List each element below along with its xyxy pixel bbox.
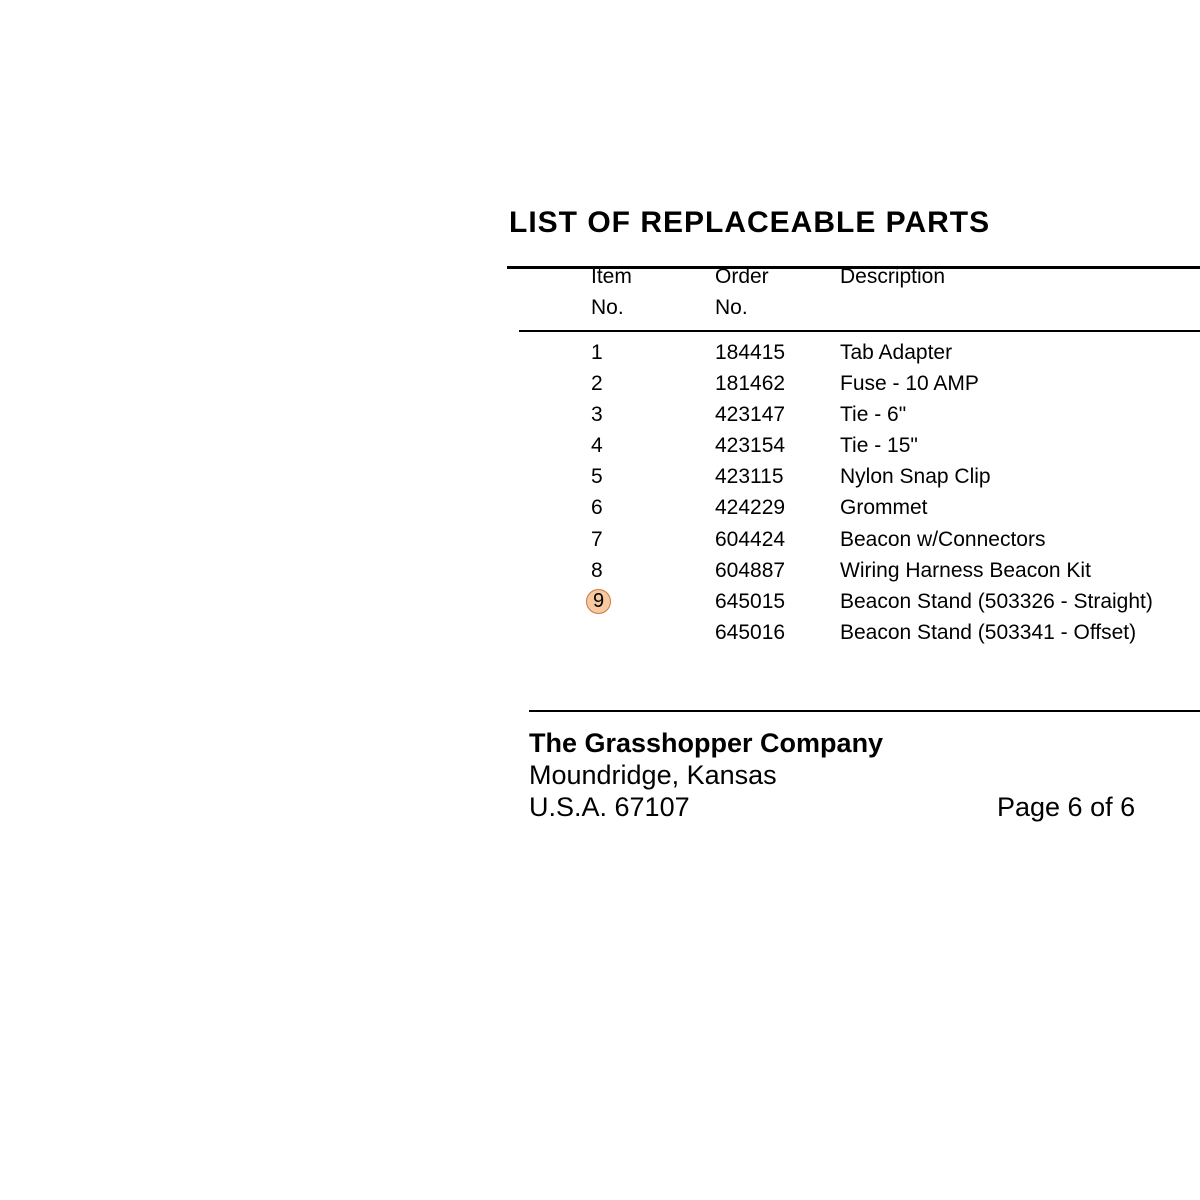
item-number: 6 [591, 496, 603, 520]
part-description: Beacon w/Connectors [840, 527, 1046, 551]
part-description: Fuse - 10 AMP [840, 372, 979, 396]
item-number: 1 [591, 341, 603, 364]
item-number: 2 [591, 372, 603, 396]
table-row [0, 399, 1200, 430]
order-number: 184415 [715, 341, 786, 364]
part-description: Beacon Stand (503326 - Straight) [840, 589, 1153, 613]
part-description: Wiring Harness Beacon Kit [840, 558, 1091, 582]
order-number: 604887 [715, 558, 786, 582]
order-number: 645016 [715, 620, 786, 644]
company-name: The Grasshopper Company [529, 728, 884, 758]
column-header-order [715, 261, 769, 323]
item-number: 7 [591, 527, 603, 551]
page-number: Page 6 of 6 [997, 792, 1136, 822]
item-number: 5 [591, 465, 603, 489]
table-row [0, 524, 1200, 555]
part-description: Tie - 6" [840, 403, 907, 427]
order-number: 423154 [715, 434, 786, 458]
part-description: Grommet [840, 496, 928, 520]
header-bottom-rule [519, 330, 1200, 332]
table-row [0, 555, 1200, 586]
table-row [0, 492, 1200, 523]
column-header-order-line2: No. [715, 296, 748, 319]
column-header-item-line1: Item [591, 265, 632, 288]
item-number: 3 [591, 403, 603, 427]
column-header-item-line2: No. [591, 296, 624, 319]
part-description: Nylon Snap Clip [840, 465, 991, 489]
part-description: Tie - 15" [840, 434, 918, 458]
item-number: 8 [591, 558, 603, 582]
footer-rule [529, 710, 1200, 712]
page-title: LIST OF REPLACEABLE PARTS [509, 206, 991, 239]
table-row [0, 461, 1200, 492]
item-number: 4 [591, 434, 603, 458]
table-row [0, 586, 1200, 617]
table-row [0, 368, 1200, 399]
order-number: 423115 [715, 465, 784, 489]
item-number-highlighted: 9 [586, 589, 611, 614]
order-number: 424229 [715, 496, 786, 520]
order-number: 604424 [715, 527, 786, 551]
column-header-item [591, 261, 632, 323]
order-number: 423147 [715, 403, 786, 427]
table-row [0, 617, 1200, 648]
table-row [0, 337, 1200, 368]
column-header-order-line1: Order [715, 265, 769, 288]
order-number: 645015 [715, 589, 786, 613]
order-number: 181462 [715, 372, 786, 396]
column-header-description: Description [840, 265, 946, 288]
part-description: Tab Adapter [840, 341, 953, 364]
company-city: Moundridge, Kansas [529, 760, 777, 790]
company-address: U.S.A. 67107 [529, 792, 690, 822]
part-description: Beacon Stand (503341 - Offset) [840, 620, 1137, 644]
parts-table [0, 337, 1200, 648]
table-row [0, 430, 1200, 461]
